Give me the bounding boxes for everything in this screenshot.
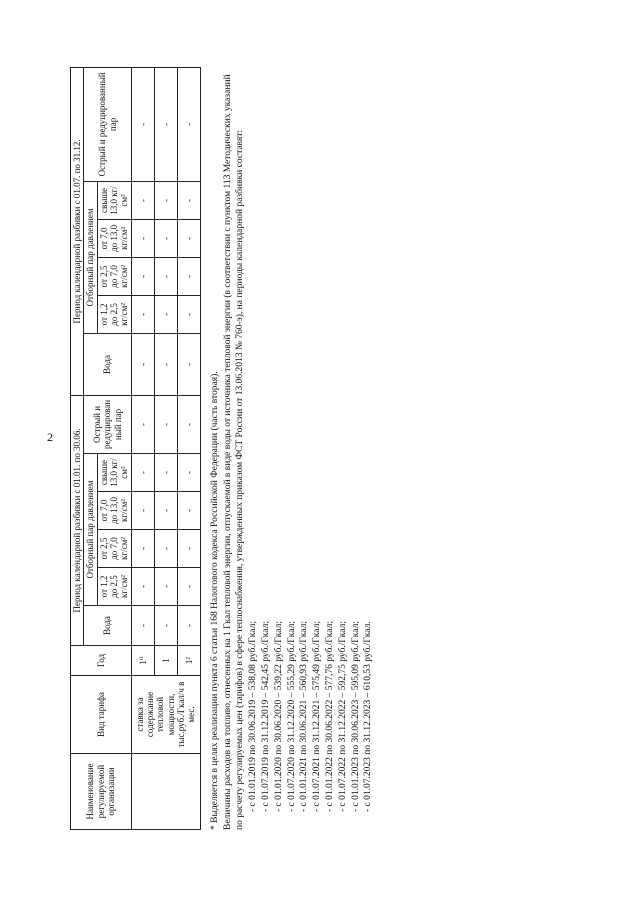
list-item: - с 01.01.2020 по 30.06.2020 – 539,22 руб./Гкал; xyxy=(273,621,284,812)
cell-value: - xyxy=(154,395,177,453)
notes-section xyxy=(209,70,376,830)
cell-year: 1² xyxy=(177,646,200,676)
fuel-cost-paragraph: Величины расходов на топливо, отнесенных на 1 Гкал тепловой энергии, отпускаемой в виде воды от источника тепловой энергии (в соответствии с пунктом 113 Методических указаний по расчету регулируемых цен (тарифов) в сфере теплоснабжения, утвержденных приказом ФСТ России от 13.06.2013 № 760-э), на периоды календарной разбивки составят: xyxy=(222,74,246,830)
header-period-2: Период календарной разбивки с 01.07. по 31.12. xyxy=(71,67,84,395)
cell-value: - xyxy=(131,295,154,333)
page-number: 2 xyxy=(47,430,53,444)
header-steam-range-2a: от 2,5 до 7,0 кг/см² xyxy=(97,530,131,568)
header-sharp-steam-2: Острый и редуцированный пар xyxy=(84,67,131,181)
header-water-1: Вода xyxy=(84,606,131,646)
cell-value: - xyxy=(177,530,200,568)
cell-value: - xyxy=(154,257,177,295)
cell-org xyxy=(131,754,200,830)
header-steam-2: Отборный пар давлением xyxy=(84,181,97,333)
list-item: - с 01.07.2019 по 31.12.2019 – 542,45 руб./Гкал; xyxy=(260,621,271,812)
cell-value: - xyxy=(154,454,177,492)
cell-value: - xyxy=(177,454,200,492)
header-steam-1: Отборный пар давлением xyxy=(84,454,97,606)
cell-value: - xyxy=(177,568,200,606)
cell-value: - xyxy=(131,257,154,295)
cell-value: - xyxy=(177,606,200,646)
cell-value: - xyxy=(154,219,177,257)
header-steam-range-4a: свыше 13,0 кг/см² xyxy=(97,454,131,492)
header-org: Наименование регулируемой организации xyxy=(71,754,132,830)
list-item: - с 01.07.2021 по 31.12.2021 – 575,49 руб./Гкал; xyxy=(312,621,323,812)
cell-value: - xyxy=(131,530,154,568)
header-steam-range-3b: от 7,0 до 13,0 кг/см² xyxy=(97,219,131,257)
header-tariff-type: Вид тарифа xyxy=(71,676,132,754)
cell-value: - xyxy=(154,181,177,219)
cell-value: - xyxy=(177,219,200,257)
fuel-cost-list xyxy=(247,70,375,830)
cell-value: - xyxy=(177,257,200,295)
cell-value: - xyxy=(154,492,177,530)
footnote: * Выделяется в целях реализации пункта 6 статьи 168 Налогового кодекса Российской Федерации (часть вторая). xyxy=(209,371,220,830)
list-item: - с 01.07.2023 по 31.12.2023 – 610,53 руб./Гкал. xyxy=(363,621,374,812)
cell-value: - xyxy=(154,333,177,395)
cell-value: - xyxy=(177,295,200,333)
cell-value: - xyxy=(131,492,154,530)
header-year: Год xyxy=(71,646,132,676)
header-steam-range-2b: от 2,5 до 7,0 кг/см² xyxy=(97,257,131,295)
cell-value: - xyxy=(177,395,200,453)
cell-value: - xyxy=(131,333,154,395)
cell-value: - xyxy=(154,568,177,606)
cell-value: - xyxy=(177,181,200,219)
list-item: - с 01.07.2022 по 31.12.2022 – 592,75 руб./Гкал; xyxy=(337,621,348,812)
header-water-2: Вода xyxy=(84,333,131,395)
cell-value: - xyxy=(131,219,154,257)
cell-year: 1 xyxy=(154,646,177,676)
header-steam-range-1a: от 1,2 до 2,5 кг/см² xyxy=(97,568,131,606)
cell-value: - xyxy=(154,606,177,646)
cell-value: - xyxy=(177,492,200,530)
cell-value: - xyxy=(131,454,154,492)
list-item: - с 01.01.2021 по 30.06.2021 – 560,93 руб./Гкал; xyxy=(299,621,310,812)
cell-value: - xyxy=(131,568,154,606)
cell-value: - xyxy=(131,395,154,453)
header-period-1: Период календарной разбивки с 01.01. по 30.06. xyxy=(71,395,84,645)
rotated-page-content xyxy=(70,70,630,830)
cell-value: - xyxy=(154,530,177,568)
cell-value: - xyxy=(177,333,200,395)
cell-value: - xyxy=(154,67,177,181)
list-item: - с 01.07.2020 по 31.12.2020 – 555,29 руб./Гкал; xyxy=(286,621,297,812)
header-steam-range-3a: от 7,0 до 13,0 кг/см² xyxy=(97,492,131,530)
header-steam-range-1b: от 1,2 до 2,5 кг/см² xyxy=(97,295,131,333)
tariff-table xyxy=(70,67,201,830)
cell-tariff-type: ставка за содержание тепловой мощности, тыс.руб./Гкал/ч в мес. xyxy=(131,676,200,754)
table-row xyxy=(131,67,154,829)
list-item: - с 01.01.2019 по 30.06.2019 – 538,08 руб./Гкал; xyxy=(248,621,259,812)
cell-value: - xyxy=(131,67,154,181)
cell-value: - xyxy=(154,295,177,333)
cell-value: - xyxy=(177,67,200,181)
header-steam-range-4b: свыше 13,0 кг/см² xyxy=(97,181,131,219)
list-item: - с 01.01.2023 по 30.06.2023 – 595,09 руб./Гкал; xyxy=(350,621,361,812)
header-sharp-steam-1: Острый и редуцированный пар xyxy=(84,395,131,453)
cell-value: - xyxy=(131,181,154,219)
cell-year: 1⁰ xyxy=(131,646,154,676)
list-item: - с 01.01.2022 по 30.06.2022 – 577,76 руб./Гкал; xyxy=(325,621,336,812)
cell-value: - xyxy=(131,606,154,646)
